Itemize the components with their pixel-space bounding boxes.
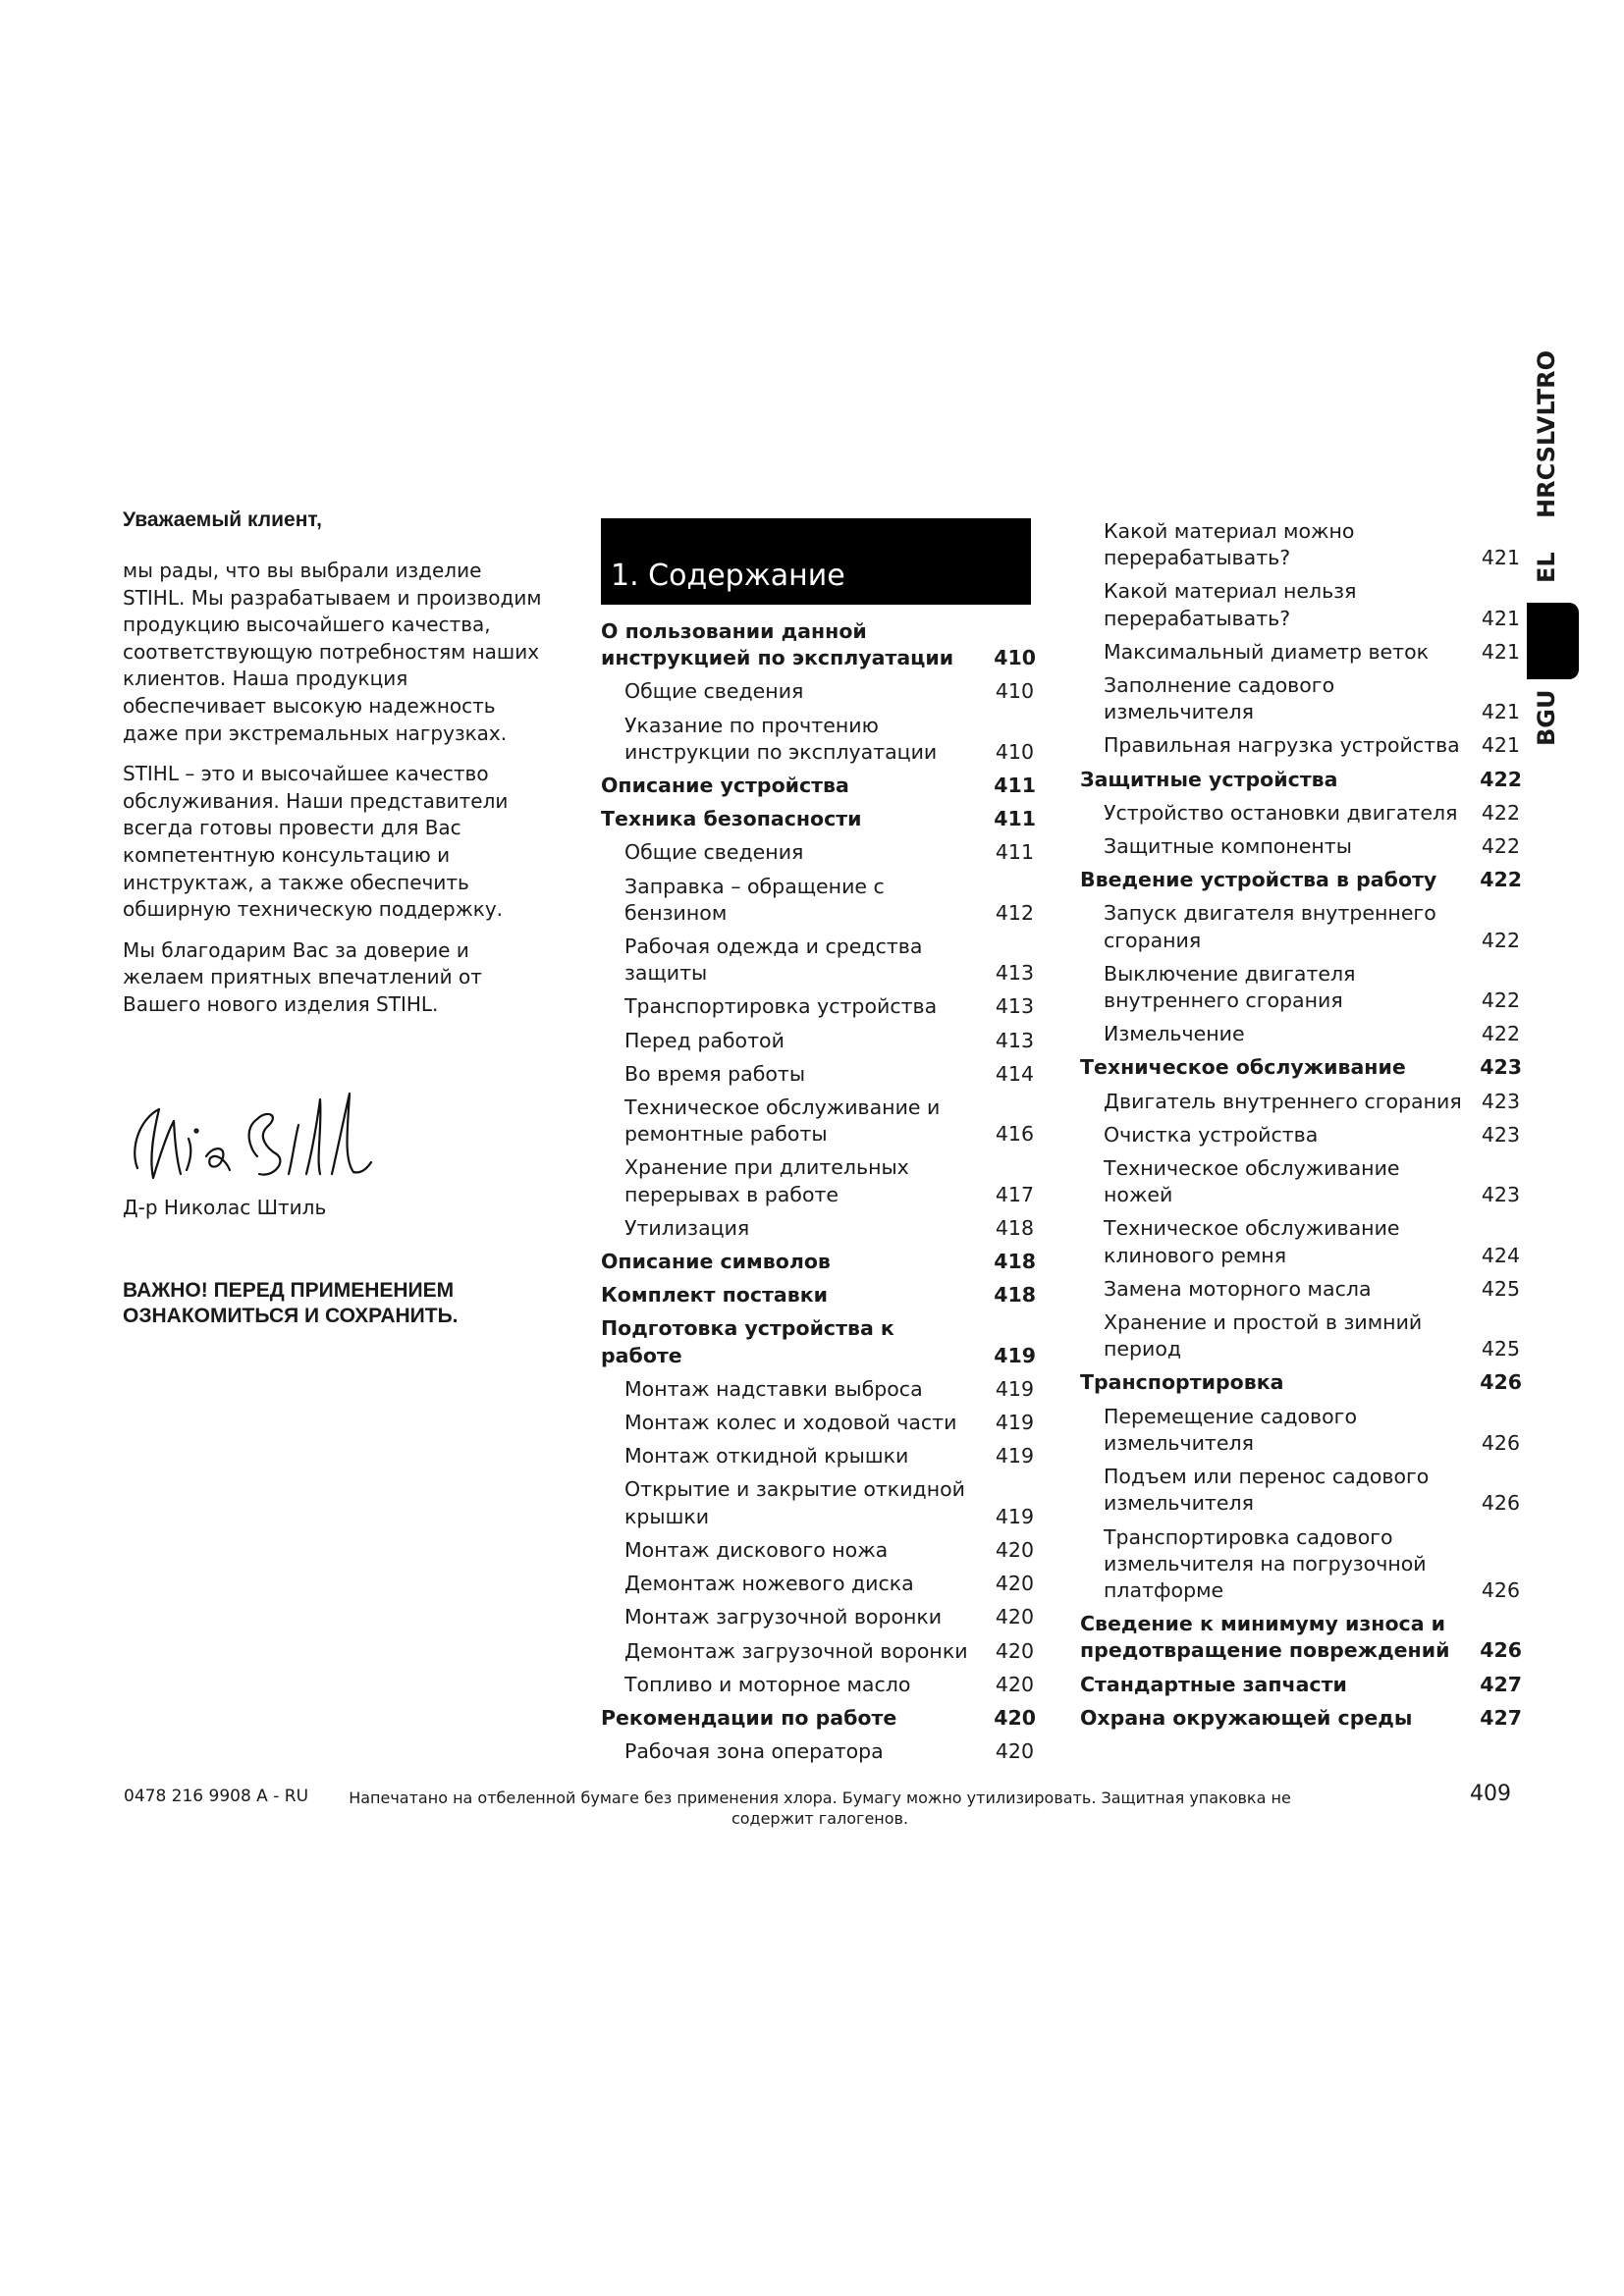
toc-entry [1080, 518, 1522, 571]
toc-entry-title: Перемещение садового измельчителя [1104, 1404, 1357, 1455]
toc-entry-page: 421 [1481, 606, 1520, 630]
toc-entry-page: 413 [995, 1028, 1034, 1052]
toc-entry-page: 419 [995, 1504, 1034, 1528]
toc-section [601, 1282, 1036, 1308]
toc-entry-page: 426 [1481, 1577, 1520, 1602]
toc-entry-page: 418 [995, 1215, 1034, 1240]
toc-entry-title: Заполнение садового измельчителя [1104, 673, 1335, 724]
toc-entry-page: 421 [1481, 546, 1520, 570]
toc-entry [601, 678, 1036, 705]
toc-entry-title: Комплект поставки [601, 1283, 828, 1308]
toc-entry-title: Описание символов [601, 1250, 831, 1274]
toc-entry-title: Рекомендации по работе [601, 1705, 897, 1730]
toc-entry-page: 419 [995, 1376, 1034, 1401]
document-code: 0478 216 9908 A - RU [124, 1787, 309, 1806]
toc-entry-page: 422 [1481, 800, 1520, 825]
toc-entry-title: Монтаж дискового ножа [624, 1537, 889, 1562]
toc-entry-title: Демонтаж загрузочной воронки [624, 1638, 968, 1663]
toc-entry-page: 422 [1481, 834, 1520, 859]
language-tabs [1527, 334, 1566, 746]
toc-entry-page: 411 [995, 840, 1034, 865]
toc-entry-page: 419 [995, 1411, 1034, 1435]
toc-entry-title: Техническое обслуживание ножей [1104, 1156, 1400, 1207]
toc-entry-title: Замена моторного масла [1104, 1276, 1372, 1301]
toc-entry-title: Транспортировка [1080, 1370, 1284, 1395]
toc-section [601, 618, 1036, 671]
toc-entry-page: 419 [995, 1444, 1034, 1468]
toc-entry-page: 413 [995, 994, 1034, 1019]
toc-entry-page: 423 [1481, 1183, 1520, 1207]
toc-entry [1080, 1155, 1522, 1208]
toc-entry-page: 426 [1480, 1370, 1522, 1395]
toc-entry-title: Сведение к минимуму износа и предотвращение повреждений [1080, 1612, 1450, 1663]
toc-entry [1080, 639, 1522, 666]
toc-entry [1080, 900, 1522, 953]
toc-entry-title: Перед работой [624, 1028, 785, 1052]
toc-entry [601, 1061, 1036, 1088]
toc-entry-title: Подготовка устройства к работе [601, 1316, 894, 1367]
toc-entry [601, 1537, 1036, 1564]
toc-entry-title: Общие сведения [624, 679, 804, 704]
toc-section [601, 773, 1036, 799]
toc-entry-title: Описание устройства [601, 774, 849, 798]
toc-entry [1080, 1464, 1522, 1517]
toc-entry [601, 1638, 1036, 1665]
toc-entry-title: Защитные устройства [1080, 767, 1338, 791]
toc-entry [1080, 1021, 1522, 1047]
toc-entry-title: Устройство остановки двигателя [1104, 800, 1458, 825]
toc-section [601, 806, 1036, 832]
toc-entry-page: 410 [995, 739, 1034, 764]
toc-entry-title: Транспортировка садового измельчителя на погрузочной платформе [1104, 1524, 1427, 1602]
toc-section [1080, 1705, 1522, 1732]
toc-entry-page: 422 [1481, 928, 1520, 952]
toc-entry-page: 416 [995, 1122, 1034, 1147]
toc-entry-page: 427 [1480, 1672, 1522, 1696]
toc-entry-page: 422 [1480, 868, 1522, 892]
toc-entry-title: Введение устройства в работу [1080, 868, 1437, 892]
toc-entry-page: 424 [1481, 1243, 1520, 1267]
toc-entry-page: 410 [995, 679, 1034, 704]
toc-column-2 [1080, 518, 1522, 1738]
toc-heading-bar [601, 518, 1031, 605]
letter-paragraph-1: мы рады, что вы выбрали изделие STIHL. Мы разрабатываем и производим продукцию высочайшего качества, соответствующую потребностям наших клиентов. Наша продукция обеспечивает высокую надежность даже при экстремальных нагрузках. [123, 559, 542, 745]
toc-entry-title: Запуск двигателя внутреннего сгорания [1104, 901, 1436, 952]
toc-entry-title: Указание по прочтению инструкции по эксплуатации [624, 713, 938, 764]
language-tab-bgu: BGU [1533, 689, 1560, 746]
toc-entry-title: Защитные компоненты [1104, 834, 1352, 859]
toc-entry-title: Подъем или перенос садового измельчителя [1104, 1465, 1430, 1516]
toc-entry-page: 417 [995, 1182, 1034, 1206]
toc-entry [601, 1672, 1036, 1698]
toc-entry-title: Утилизация [624, 1215, 750, 1240]
toc-entry [601, 1604, 1036, 1630]
toc-entry [601, 1215, 1036, 1242]
toc-entry [1080, 1524, 1522, 1605]
toc-entry-page: 421 [1481, 700, 1520, 724]
toc-entry-page: 420 [995, 1537, 1034, 1562]
toc-entry-title: Выключение двигателя внутреннего сгорания [1104, 961, 1356, 1013]
toc-entry [601, 934, 1036, 987]
welcome-letter [123, 508, 545, 1033]
letter-paragraph-3: Мы благодарим Вас за доверие и желаем приятных впечатлений от Вашего нового изделия STIHL. [123, 937, 482, 1016]
toc-entry-title: Заправка – обращение с бензином [624, 874, 885, 925]
toc-entry-page: 421 [1481, 639, 1520, 664]
toc-entry [601, 839, 1036, 866]
toc-entry-page: 411 [994, 774, 1036, 798]
toc-entry-page: 422 [1481, 988, 1520, 1013]
toc-entry-title: Правильная нагрузка устройства [1104, 733, 1460, 758]
toc-entry-title: Рабочая одежда и средства защиты [624, 934, 923, 986]
warning-notice: ВАЖНО! ПЕРЕД ПРИМЕНЕНИЕМ ОЗНАКОМИТЬСЯ И СОХРАНИТЬ. [123, 1279, 459, 1327]
toc-section [1080, 1611, 1522, 1664]
toc-entry [601, 1410, 1036, 1436]
toc-entry [1080, 1215, 1522, 1268]
toc-entry [601, 1095, 1036, 1148]
toc-section [601, 1705, 1036, 1732]
toc-entry [601, 1028, 1036, 1054]
toc-entry-page: 420 [995, 1672, 1034, 1696]
toc-entry [1080, 672, 1522, 725]
toc-entry [1080, 1089, 1522, 1115]
toc-entry-title: Техническое обслуживание клинового ремня [1104, 1216, 1400, 1267]
toc-entry-title: Какой материал нельзя перерабатывать? [1104, 579, 1357, 630]
toc-entry [1080, 833, 1522, 860]
toc-entry [601, 713, 1036, 766]
signer-name: Д-р Николас Штиль [123, 1196, 327, 1219]
toc-entry-page: 418 [994, 1283, 1036, 1308]
toc-entry-page: 421 [1481, 733, 1520, 758]
toc-entry-title: Топливо и моторное масло [624, 1672, 911, 1696]
toc-entry [1080, 1309, 1522, 1362]
toc-entry-title: Двигатель внутреннего сгорания [1104, 1089, 1462, 1113]
toc-entry-page: 411 [994, 807, 1036, 831]
toc-entry-page: 420 [994, 1705, 1036, 1730]
page-number: 409 [1470, 1782, 1511, 1806]
toc-entry [601, 1571, 1036, 1597]
toc-entry-title: Хранение при длительных перерывах в работе [624, 1155, 909, 1206]
toc-entry-title: Транспортировка устройства [624, 994, 938, 1019]
toc-entry-page: 420 [995, 1572, 1034, 1596]
toc-entry [1080, 578, 1522, 631]
letter-greeting: Уважаемый клиент, [123, 508, 322, 531]
toc-entry [601, 1476, 1036, 1529]
toc-section [1080, 867, 1522, 893]
toc-entry-page: 425 [1481, 1337, 1520, 1362]
language-tab-active-marker [1527, 603, 1579, 679]
toc-entry-page: 426 [1480, 1638, 1522, 1663]
toc-entry-page: 427 [1480, 1705, 1522, 1730]
toc-entry [601, 1738, 1036, 1765]
toc-entry-title: Техника безопасности [601, 807, 862, 831]
toc-entry-page: 423 [1481, 1089, 1520, 1113]
toc-entry-page: 420 [995, 1605, 1034, 1629]
toc-entry-page: 412 [995, 900, 1034, 925]
toc-entry [1080, 800, 1522, 827]
toc-entry [601, 993, 1036, 1020]
toc-entry-title: Монтаж загрузочной воронки [624, 1605, 943, 1629]
toc-entry-page: 422 [1481, 1022, 1520, 1046]
language-tab-hrcslvltro: HRCSLVLTRO [1533, 349, 1560, 518]
toc-entry [601, 874, 1036, 927]
toc-section [1080, 1672, 1522, 1698]
signature [120, 1080, 375, 1193]
toc-entry [1080, 1404, 1522, 1457]
toc-entry [601, 1376, 1036, 1403]
toc-entry [601, 1154, 1036, 1207]
toc-entry-page: 410 [994, 646, 1036, 670]
toc-entry-title: Открытие и закрытие откидной крышки [624, 1477, 965, 1528]
toc-entry-title: Хранение и простой в зимний период [1104, 1310, 1423, 1362]
toc-entry-title: Монтаж откидной крышки [624, 1444, 909, 1468]
toc-entry-title: Монтаж надставки выброса [624, 1376, 923, 1401]
toc-entry-page: 426 [1481, 1430, 1520, 1455]
toc-entry-page: 419 [994, 1343, 1036, 1367]
toc-entry-page: 414 [995, 1061, 1034, 1086]
toc-entry-title: Во время работы [624, 1061, 806, 1086]
toc-entry-page: 423 [1481, 1122, 1520, 1147]
toc-section [1080, 1054, 1522, 1081]
toc-entry-title: Какой материал можно перерабатывать? [1104, 519, 1355, 570]
footer-note: Напечатано на отбеленной бумаге без применения хлора. Бумагу можно утилизировать. Защитная упаковка не содержит галогенов. [349, 1789, 1291, 1828]
toc-entry-title: Техническое обслуживание [1080, 1055, 1406, 1080]
toc-entry-title: Измельчение [1104, 1022, 1245, 1046]
toc-entry-page: 420 [995, 1739, 1034, 1764]
toc-entry [601, 1443, 1036, 1469]
toc-entry-page: 423 [1480, 1055, 1522, 1080]
toc-entry [1080, 1276, 1522, 1303]
toc-entry [1080, 1122, 1522, 1148]
toc-entry-title: Охрана окружающей среды [1080, 1705, 1413, 1730]
toc-entry-title: Общие сведения [624, 840, 804, 865]
toc-entry-page: 425 [1481, 1276, 1520, 1301]
toc-section [601, 1249, 1036, 1275]
toc-entry-title: Рабочая зона оператора [624, 1739, 884, 1764]
toc-entry-title: Монтаж колес и ходовой части [624, 1411, 957, 1435]
toc-entry [1080, 732, 1522, 759]
letter-paragraph-2: STIHL – это и высочайшее качество обслуживания. Наши представители всегда готовы провести для Вас компетентную консультацию и инструктаж, а также обеспечить обширную техническую поддержку. [123, 762, 509, 922]
toc-section [1080, 1369, 1522, 1396]
toc-entry-page: 426 [1481, 1491, 1520, 1516]
toc-entry [1080, 961, 1522, 1014]
language-tab-el: EL [1533, 552, 1560, 583]
toc-entry-title: Очистка устройства [1104, 1122, 1319, 1147]
toc-entry-title: Стандартные запчасти [1080, 1672, 1347, 1696]
toc-entry-title: Максимальный диаметр веток [1104, 639, 1430, 664]
toc-entry-title: Демонтаж ножевого диска [624, 1572, 914, 1596]
toc-entry-title: О пользовании данной инструкцией по эксплуатации [601, 619, 954, 670]
toc-entry-page: 413 [995, 961, 1034, 986]
toc-entry-page: 422 [1480, 767, 1522, 791]
toc-section [601, 1315, 1036, 1368]
toc-heading: 1. Содержание [611, 559, 845, 593]
toc-column-1 [601, 618, 1036, 1772]
toc-section [1080, 767, 1522, 793]
toc-entry-page: 418 [994, 1250, 1036, 1274]
toc-entry-page: 420 [995, 1638, 1034, 1663]
toc-entry-title: Техническое обслуживание и ремонтные работы [624, 1095, 941, 1147]
